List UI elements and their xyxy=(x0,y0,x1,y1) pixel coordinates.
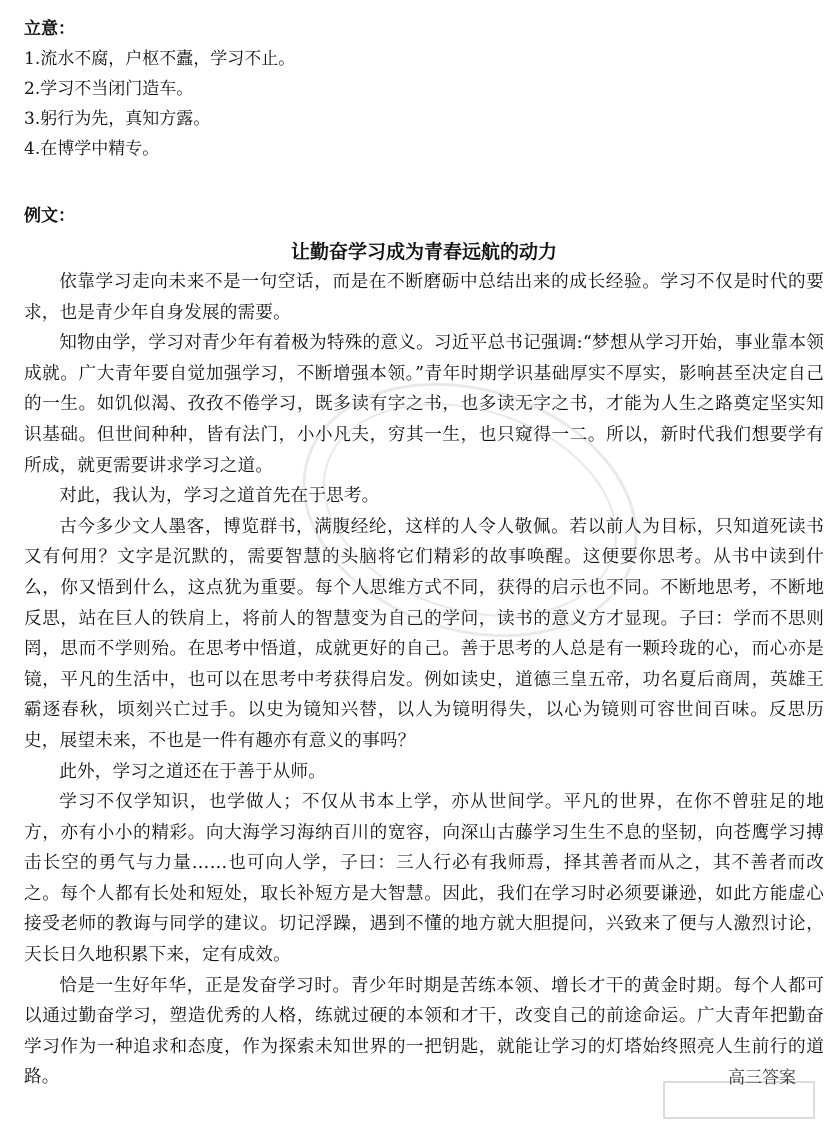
section-gap xyxy=(24,164,824,201)
essay-paragraph: 依靠学习走向未来不是一句空话，而是在不断磨砺中总结出来的成长经验。学习不仅是时代的要求，也是青少年自身发展的需要。 xyxy=(24,272,824,323)
intent-point: 2.学习不当闭门造车。 xyxy=(24,79,194,99)
document-page xyxy=(24,14,824,1093)
essay-heading: 例文： xyxy=(24,206,75,226)
intent-point: 1.流水不腐，户枢不蠹，学习不止。 xyxy=(24,49,296,69)
essay-paragraph: 知物由学，学习对青少年有着极为特殊的意义。习近平总书记强调:“梦想从学习开始，事业靠本领成就。广大青年要自觉加强学习，不断增强本领。”青年时期学识基础厚实不厚实，影响甚至决定自己的一生。如饥似渴、孜孜不倦学习，既多读有字之书，也多读无字之书，才能为人生之路奠定坚实知识基础。但世间种种，皆有法门，小小凡夫，穷其一生，也只窥得一二。所以，新时代我们想要学有所成，就更需要讲求学习之道。 xyxy=(24,333,824,476)
intent-heading: 立意： xyxy=(24,19,75,39)
corner-label: 高三答案 xyxy=(728,1068,796,1088)
essay-paragraph: 此外，学习之道还在于善于从师。 xyxy=(59,761,327,782)
essay-paragraph: 学习不仅学知识，也学做人；不仅从书本上学，亦从世间学。平凡的世界，在你不曾驻足的地方，亦有小小的精彩。向大海学习海纳百川的宽容，向深山古藤学习生生不息的坚韧，向苍鹰学习搏击长空的勇气与力量……也可向人学，子曰：三人行必有我师焉，择其善者而从之，其不善者而改之。每个人都有长处和短处，取长补短方是大智慧。因此，我们在学习时必须要谦逊，如此方能虚心接受老师的教诲与同学的建议。切记浮躁，遇到不懂的地方就大胆提问，兴致来了便与人激烈讨论，天长日久地积累下来，定有成效。 xyxy=(24,792,824,966)
intent-point: 4.在博学中精专。 xyxy=(24,139,160,159)
essay-paragraph: 古今多少文人墨客，博览群书，满腹经纶，这样的人令人敬佩。若以前人为目标，只知道死读书又有何用？文字是沉默的，需要智慧的头脑将它们精彩的故事唤醒。这便要你思考。从书中读到什么，你又悟到什么，这点犹为重要。每个人思维方式不同，获得的启示也不同。不断地思考，不断地反思，站在巨人的铁肩上，将前人的智慧变为自己的学问，读书的意义方才显现。子曰：学而不思则罔，思而不学则殆。在思考中悟道，成就更好的自己。善于思考的人总是有一颗玲珑的心，而心亦是镜，平凡的生活中，也可以在思考中考获得启发。例如读史，道德三皇五帝，功名夏后商周，英雄王霸逐春秋，顷刻兴亡过手。以史为镜知兴替，以人为镜明得失，以心为镜则可容世间百味。反思历史，展望未来，不也是一件有趣亦有意义的事吗？ xyxy=(24,516,824,751)
essay-paragraph: 对此，我认为，学习之道首先在于思考。 xyxy=(59,486,380,507)
essay-paragraph: 恰是一生好年华，正是发奋学习时。青少年时期是苦练本领、增长才干的黄金时期。每个人都可以通过勤奋学习，塑造优秀的人格，练就过硬的本领和才干，改变自己的前途命运。广大青年把勤奋学习作为一种追求和态度，作为探索未知世界的一把钥匙，就能让学习的灯塔始终照亮人生前行的道路。 xyxy=(24,975,824,1088)
intent-point: 3.躬行为先，真知方露。 xyxy=(24,109,211,129)
essay-title: 让勤奋学习成为青春远航的动力 xyxy=(290,241,557,263)
